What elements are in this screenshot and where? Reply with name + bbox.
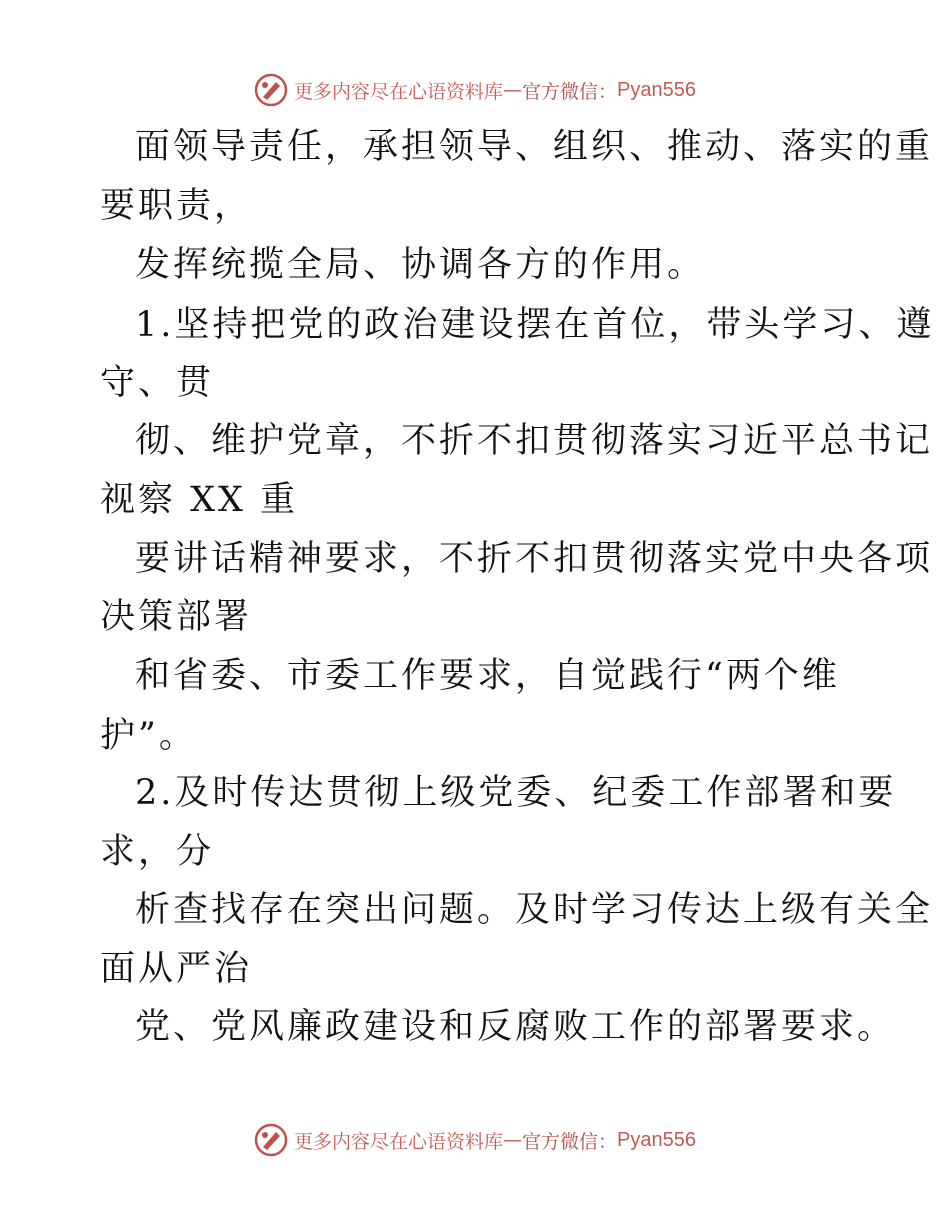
text-line: 守、贯 [100, 363, 215, 403]
watermark-id: Pyan556 [617, 1128, 696, 1151]
pen-seal-icon [254, 73, 288, 107]
footer-watermark [0, 1120, 950, 1160]
watermark-dash: — [503, 79, 523, 101]
text-line: 决策部署 [100, 597, 253, 637]
text-line: 和省委、市委工作要求，自觉践行“两个维 [135, 656, 840, 696]
text-line: 析查找存在突出问题。及时学习传达上级有关全 [135, 890, 934, 930]
watermark-id: Pyan556 [617, 78, 696, 101]
text-line: 要职责， [100, 186, 253, 226]
text-line: 面从严治 [100, 949, 253, 989]
text-line: 1.坚持把党的政治建设摆在首位，带头学习、遵 [135, 305, 935, 345]
watermark-text: 更多内容尽在心语资料库 [294, 80, 504, 103]
text-line: 护”。 [100, 716, 197, 756]
text-line: 2.及时传达贯彻上级党委、纪委工作部署和要 [135, 773, 897, 813]
text-line: 发挥统揽全局、协调各方的作用。 [135, 245, 706, 285]
text-line: 要讲话精神要求，不折不扣贯彻落实党中央各项 [135, 539, 934, 579]
text-line: 党、党风廉政建设和反腐败工作的部署要求。 [135, 1007, 896, 1047]
watermark-text: 更多内容尽在心语资料库 [294, 1130, 504, 1153]
watermark-label: 官方微信： [522, 80, 618, 103]
watermark-dash: — [503, 1129, 523, 1151]
text-line: 视察 XX 重 [100, 480, 299, 520]
text-line: 彻、维护党章，不折不扣贯彻落实习近平总书记 [135, 421, 934, 461]
header-watermark [0, 70, 950, 110]
watermark-label: 官方微信： [522, 1130, 618, 1153]
text-line: 面领导责任，承担领导、组织、推动、落实的重 [135, 127, 934, 167]
pen-seal-icon [254, 1123, 288, 1157]
text-line: 求，分 [100, 832, 215, 872]
